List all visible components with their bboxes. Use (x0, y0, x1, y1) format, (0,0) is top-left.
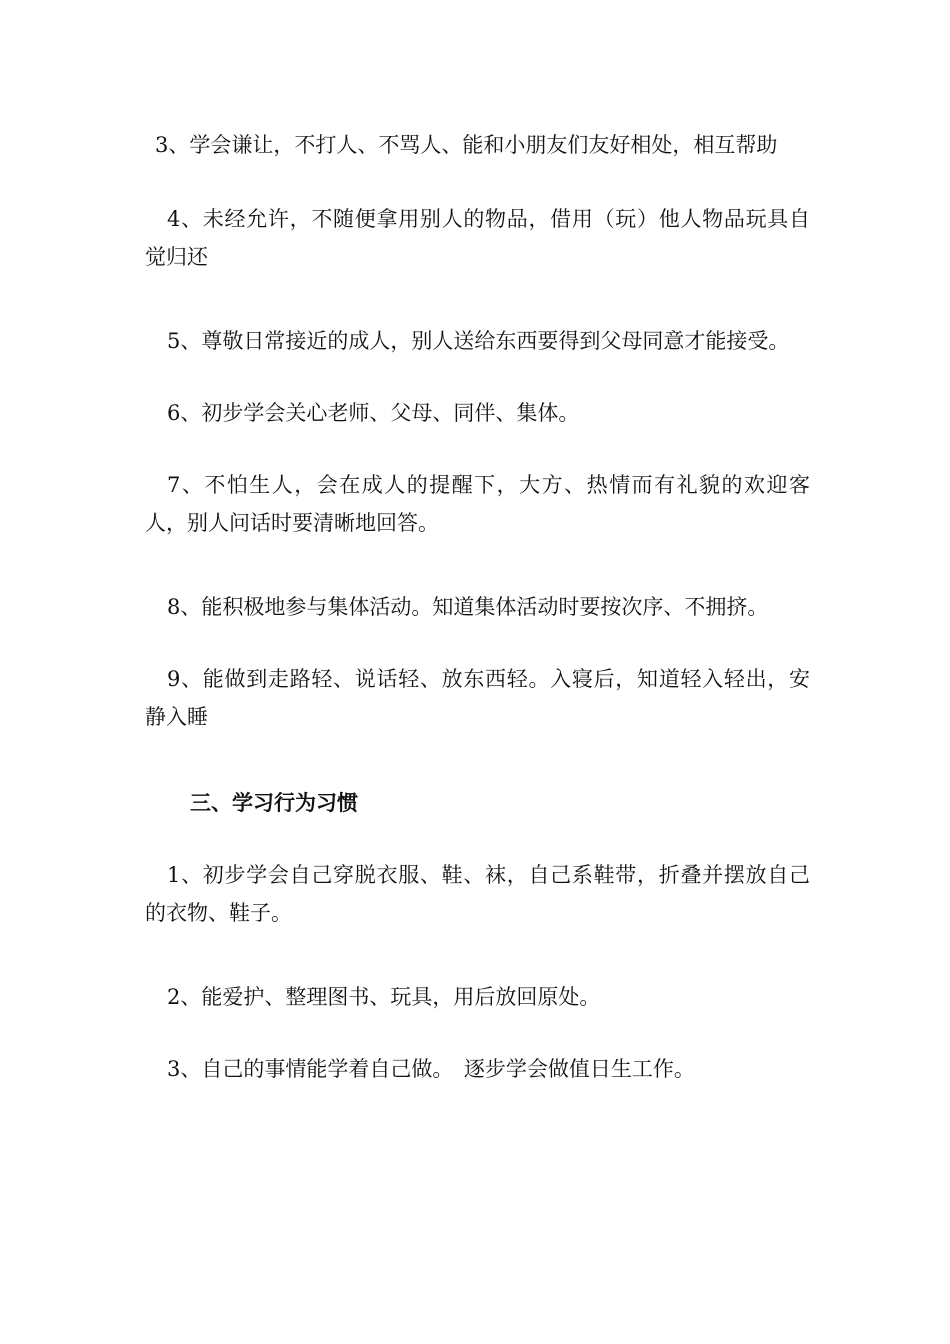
paragraph-item-7: 7、不怕生人，会在成人的提醒下，大方、热情而有礼貌的欢迎客人，别人问话时要清晰地回答。 (145, 473, 810, 535)
paragraph-item-5: 5、尊敬日常接近的成人，别人送给东西要得到父母同意才能接受。 (167, 329, 790, 353)
paragraph-item-4: 4、未经允许，不随便拿用别人的物品，借用（玩）他人物品玩具自觉归还 (145, 207, 810, 269)
section-paragraph-item-2: 2、能爱护、整理图书、玩具，用后放回原处。 (167, 985, 601, 1009)
paragraph-item-9: 9、能做到走路轻、说话轻、放东西轻。入寝后，知道轻入轻出，安静入睡 (145, 667, 810, 729)
paragraph-item-6: 6、初步学会关心老师、父母、同伴、集体。 (167, 401, 580, 425)
paragraph-item-8: 8、能积极地参与集体活动。知道集体活动时要按次序、不拥挤。 (167, 595, 769, 619)
section-paragraph-item-3: 3、自己的事情能学着自己做。 逐步学会做值日生工作。 (167, 1057, 695, 1081)
section-heading: 三、学习行为习惯 (190, 790, 358, 815)
section-paragraph-item-1: 1、初步学会自己穿脱衣服、鞋、袜，自己系鞋带，折叠并摆放自己的衣物、鞋子。 (145, 863, 810, 925)
paragraph-item-3: 3、学会谦让，不打人、不骂人、能和小朋友们友好相处，相互帮助 (155, 133, 778, 157)
